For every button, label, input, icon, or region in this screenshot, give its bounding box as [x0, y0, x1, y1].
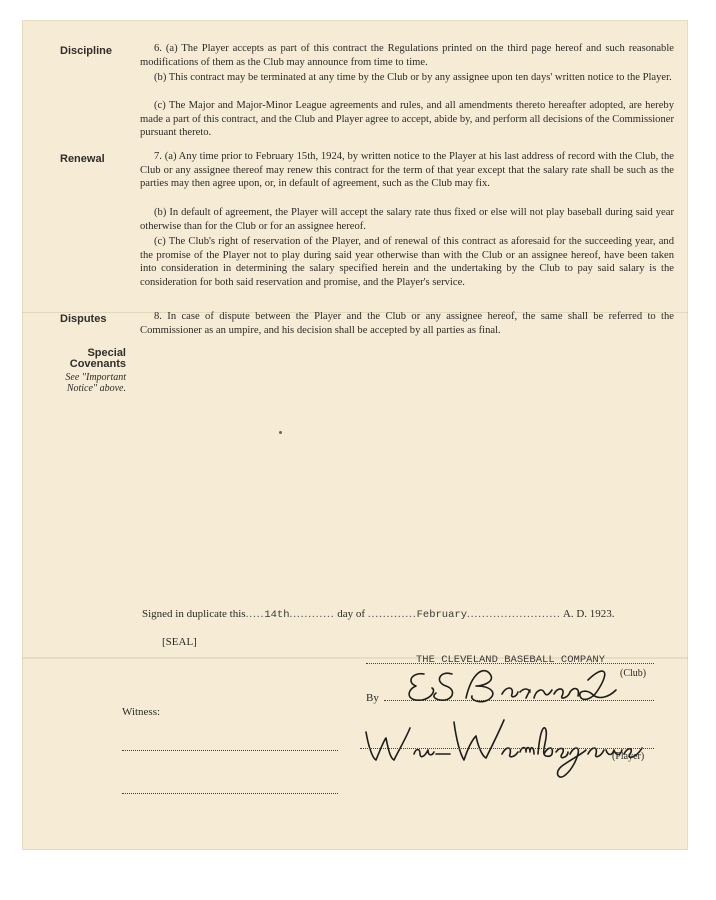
discipline-clause-b: (b) This contract may be terminated at any time by the Club or by any assignee upon ten days' written notice to the Player. — [154, 72, 672, 83]
discipline-clause-a: 6. (a) The Player accepts as part of this contract the Regulations printed on the third page hereof and such reasonable modifications of them as the Club may announce from time to time. — [140, 43, 674, 68]
year-text: A. D. 1923. — [562, 608, 615, 620]
contract-page — [22, 20, 688, 850]
signed-line — [142, 608, 615, 621]
special-covenants-label: Special Covenants — [69, 347, 126, 370]
discipline-clause-c: (c) The Major and Major-Minor League agreements and rules, and all amendments thereto hereafter adopted, are hereby made a part of this contract, and the Club and Player agree to accept, abide by, and perform all decisions of the Commissioner pursuant thereto. — [140, 100, 674, 139]
paper-speck — [279, 431, 282, 434]
renewal-clause-a: 7. (a) Any time prior to February 15th, 1924, by written notice to the Player at his last address of record with the Club, the Club or any assignee thereof may renew this contract for the term of that year except that the salary rate shall be such as the parties may then agree upon, or, in default of agreement, such as the Club may fix. — [140, 151, 674, 190]
renewal-clause-b: (b) In default of agreement, the Player will accept the salary rate thus fixed or else will not play baseball during said year otherwise than for the Club or for an assignee hereof. — [140, 207, 674, 232]
day-of-text: day of — [337, 608, 366, 620]
dotted-leader: ......................... — [467, 608, 561, 620]
dotted-leader: ............. — [367, 608, 417, 620]
covenants-note: See "Important Notice" above. — [65, 372, 126, 394]
club-name: THE CLEVELAND BASEBALL COMPANY — [416, 654, 606, 666]
signed-prefix: Signed in duplicate this — [142, 608, 246, 620]
dotted-leader: ..... — [245, 608, 265, 620]
signed-month: February — [416, 609, 468, 621]
signed-day: 14th — [264, 609, 290, 621]
player-signature — [358, 710, 648, 780]
witness-line — [122, 793, 338, 794]
renewal-clause-c: (c) The Club's right of reservation of the Player, and of renewal of this contract as aforesaid for the succeeding year, and the promise of the Player not to play during said year otherwise than with the Club or an assignee hereof, have been taken into consideration in determining the salary specified herein and the undertaking by the Club to pay said salary is the consideration for both said reservation and promise, and the Player's service. — [140, 236, 674, 288]
disputes-label: Disputes — [60, 313, 107, 325]
seal-label: [SEAL] — [162, 636, 197, 648]
witness-line — [122, 750, 338, 751]
dotted-leader: ............ — [289, 608, 335, 620]
renewal-label: Renewal — [60, 153, 105, 165]
player-label: (Player) — [612, 751, 645, 762]
club-label: (Club) — [620, 668, 647, 679]
witness-label: Witness: — [122, 706, 161, 718]
club-official-signature — [402, 660, 622, 710]
disputes-clause: 8. In case of dispute between the Player and the Club or any assignee hereof, the same shall be referred to the Commissioner as an umpire, and his decision shall be accepted by all parties as final. — [140, 311, 674, 336]
by-label: By — [366, 692, 379, 704]
player-signature-line — [360, 748, 654, 749]
discipline-label: Discipline — [60, 45, 112, 57]
